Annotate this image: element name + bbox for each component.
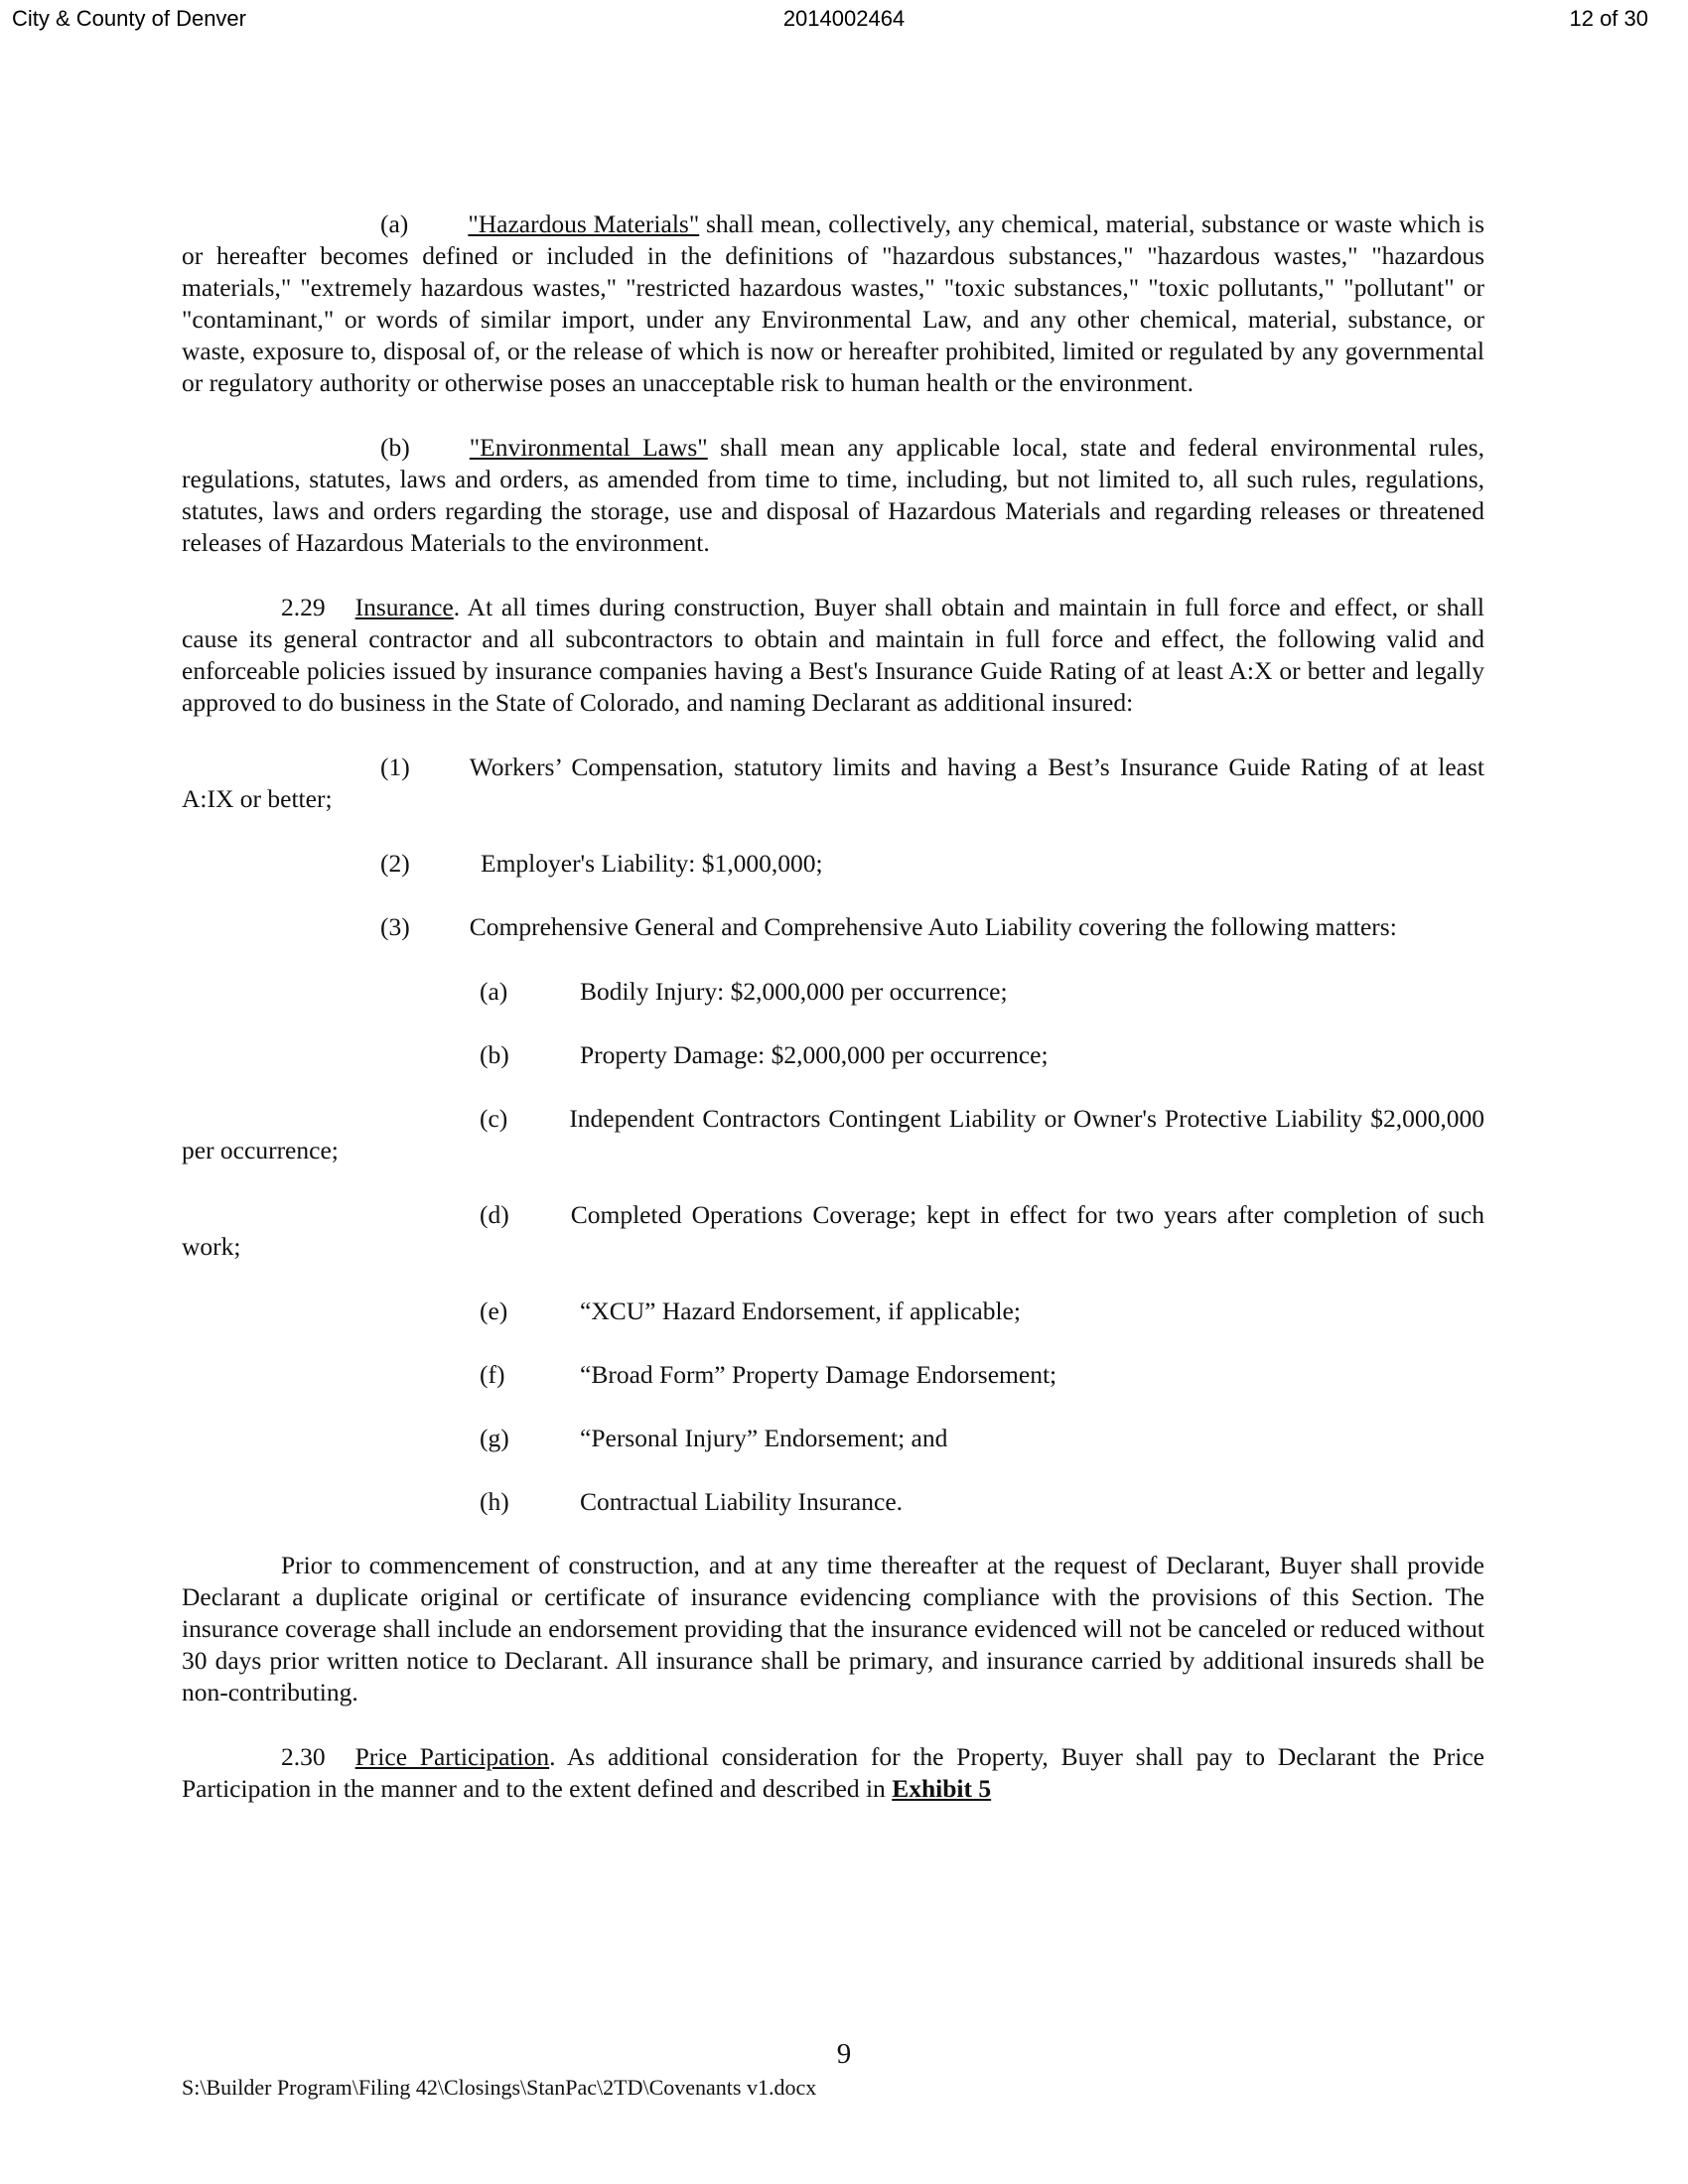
item-3-number: (3) <box>380 912 410 941</box>
insurance-subitem-f <box>182 1359 1484 1391</box>
subitem-e-number: (e) <box>480 1297 508 1325</box>
document-body <box>182 208 1484 1838</box>
insurance-subitem-h <box>182 1486 1484 1518</box>
header-county: City & County of Denver <box>12 6 246 31</box>
insurance-subitem-b <box>182 1039 1484 1071</box>
definition-hazardous-materials <box>182 208 1484 399</box>
section-2-29-number: 2.29 <box>281 593 326 621</box>
subitem-e-text: “XCU” Hazard Endorsement, if applicable; <box>580 1297 1021 1325</box>
insurance-certificate-paragraph: Prior to commencement of construction, and at any time thereafter at the request of Declarant, Buyer shall provide Declarant a duplicate original or certificate of insurance evidencing compliance with the provisions of this Section. The insurance coverage shall include an endorsement providing that the insurance evidenced will not be canceled or reduced without 30 days prior written notice to Declarant. All insurance shall be primary, and insurance carried by additional insureds shall be non-contributing. <box>182 1551 1484 1706</box>
section-2-29-title: Insurance <box>354 593 454 621</box>
definition-b-label: (b) <box>380 433 410 462</box>
exhibit-5-reference: Exhibit 5 <box>892 1774 992 1803</box>
section-2-30-text: . As additional consideration for the Property, Buyer shall pay to Declarant the Price Participation in the manner and to the extent defined and described in <box>182 1742 1484 1803</box>
definition-a-term: "Hazardous Materials" <box>468 209 700 238</box>
subitem-h-text: Contractual Liability Insurance. <box>580 1487 904 1516</box>
subitem-f-number: (f) <box>480 1360 505 1389</box>
subitem-a-text: Bodily Injury: $2,000,000 per occurrence; <box>580 977 1008 1006</box>
insurance-subitem-d <box>182 1199 1484 1263</box>
section-2-30-price-participation <box>182 1741 1484 1805</box>
document-header <box>0 6 1688 36</box>
subitem-d-text: Completed Operations Coverage; kept in effect for two years after completion of such work; <box>182 1200 1484 1261</box>
subitem-c-number: (c) <box>480 1104 508 1133</box>
insurance-subitem-a <box>182 976 1484 1008</box>
section-2-30-title: Price Participation <box>354 1742 550 1771</box>
definition-a-label: (a) <box>380 209 409 238</box>
subitem-h-number: (h) <box>480 1487 509 1516</box>
section-2-29-insurance <box>182 592 1484 719</box>
file-path: S:\Builder Program\Filing 42\Closings\StanPac\2TD\Covenants v1.docx <box>182 2075 817 2100</box>
item-2-number: (2) <box>380 849 410 878</box>
subitem-b-number: (b) <box>480 1040 509 1069</box>
insurance-subitem-e <box>182 1296 1484 1327</box>
item-1-text: Workers’ Compensation, statutory limits and having a Best’s Insurance Guide Rating of at least A:IX or better; <box>182 752 1484 813</box>
item-2-text: Employer's Liability: $1,000,000; <box>481 849 823 878</box>
subitem-f-text: “Broad Form” Property Damage Endorsement; <box>580 1360 1057 1389</box>
definition-b-term: "Environmental Laws" <box>469 433 708 462</box>
item-3-text: Comprehensive General and Comprehensive Auto Liability covering the following matters: <box>469 912 1397 941</box>
definition-a-text: shall mean, collectively, any chemical, material, substance or waste which is or hereafter becomes defined or included in the definitions of "hazardous substances," "hazardous wastes," "hazardous materials," "extremely hazardous wastes," "restricted hazardous wastes," "toxic substances," "toxic pollutants," "pollutant" or "contaminant," or words of similar import, under any Environmental Law, and any other chemical, material, substance, or waste, exposure to, disposal of, or the release of which is now or hereafter prohibited, limited or regulated by any governmental or regulatory authority or otherwise poses an unacceptable risk to human health or the environment. <box>182 209 1484 397</box>
subitem-g-text: “Personal Injury” Endorsement; and <box>580 1424 948 1452</box>
definition-environmental-laws <box>182 432 1484 559</box>
subitem-g-number: (g) <box>480 1424 509 1452</box>
item-1-number: (1) <box>380 752 410 781</box>
header-reception-number: 2014002464 <box>782 6 906 31</box>
header-page-count: 12 of 30 <box>1569 6 1648 31</box>
definition-b-text: shall mean any applicable local, state and federal environmental rules, regulations, statutes, laws and orders, as amended from time to time, including, but not limited to, all such rules, regulations, statutes, laws and orders regarding the storage, use and disposal of Hazardous Materials and regarding releases or threatened releases of Hazardous Materials to the environment. <box>182 433 1484 557</box>
insurance-subitem-g <box>182 1423 1484 1454</box>
subitem-c-text: Independent Contractors Contingent Liability or Owner's Protective Liability $2,000,000 per occurrence; <box>182 1104 1484 1164</box>
subitem-a-number: (a) <box>480 977 508 1006</box>
section-2-29-text: . At all times during construction, Buyer shall obtain and maintain in full force and effect, or shall cause its general contractor and all subcontractors to obtain and maintain in full force and effect, the following valid and enforceable policies issued by insurance companies having a Best's Insurance Guide Rating of at least A:X or better and legally approved to do business in the State of Colorado, and naming Declarant as additional insured: <box>182 593 1484 717</box>
insurance-item-2 <box>182 848 1484 880</box>
page-number: 9 <box>836 2038 852 2070</box>
section-2-30-number: 2.30 <box>281 1742 326 1771</box>
insurance-item-1 <box>182 751 1484 815</box>
subitem-d-number: (d) <box>480 1200 509 1229</box>
insurance-subitem-c <box>182 1103 1484 1166</box>
subitem-b-text: Property Damage: $2,000,000 per occurrence; <box>580 1040 1049 1069</box>
insurance-item-3 <box>182 911 1484 943</box>
